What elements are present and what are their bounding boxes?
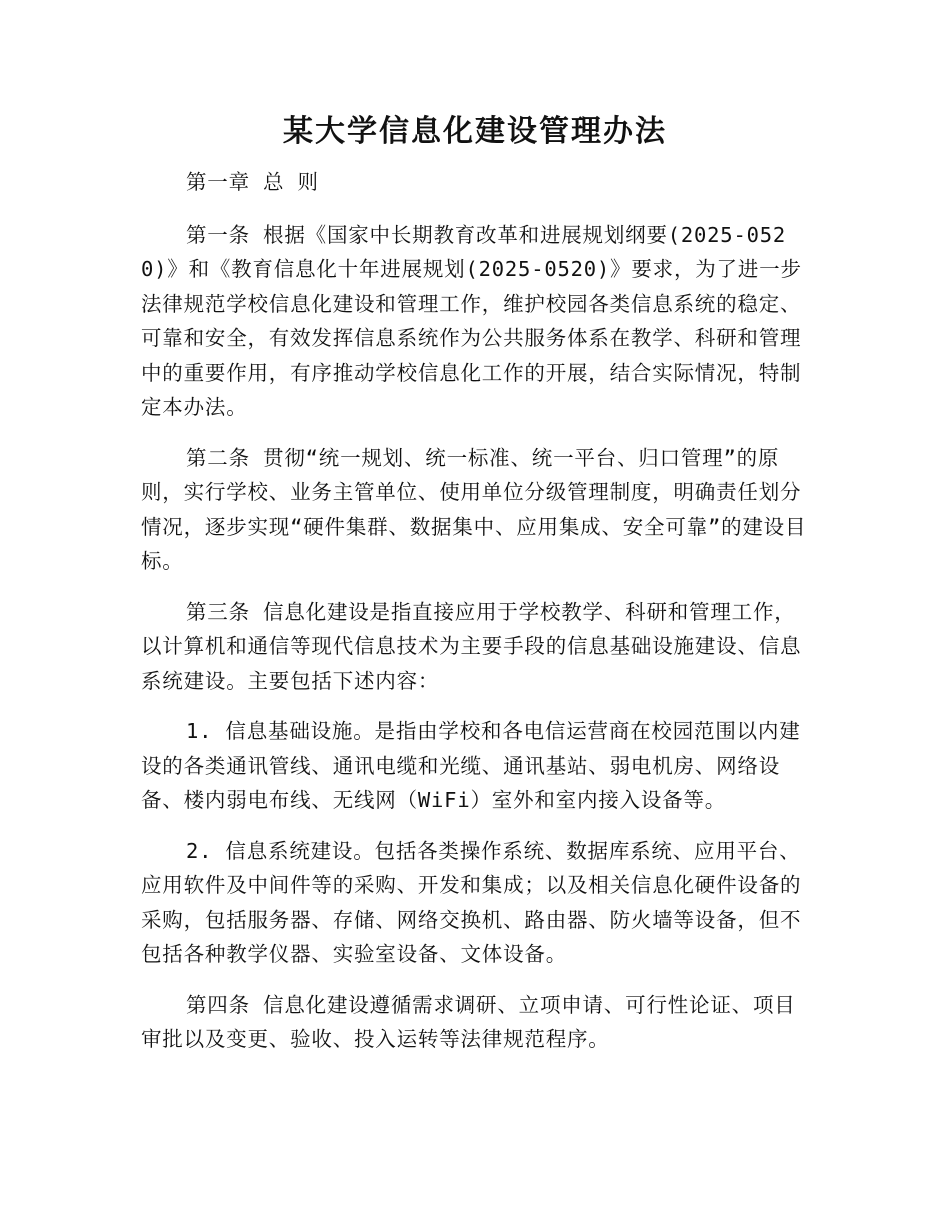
- item-2-paragraph: 2. 信息系统建设。包括各类操作系统、数据库系统、应用平台、应用软件及中间件等的采购、开发和集成；以及相关信息化硬件设备的采购，包括服务器、存储、网络交换机、路由器、防火墙等设备，但不包括各种教学仪器、实验室设备、文体设备。: [141, 838, 802, 966]
- article-4-paragraph: 第四条 信息化建设遵循需求调研、立项申请、可行性论证、项目审批以及变更、验收、投入运转等法律规范程序。: [141, 992, 796, 1051]
- article-2-paragraph: 第二条 贯彻“统一规划、统一标准、统一平台、归口管理”的原则，实行学校、业务主管单位、使用单位分级管理制度，明确责任划分情况，逐步实现“硬件集群、数据集中、应用集成、安全可靠”的建设目标。: [141, 445, 807, 573]
- document-body: [141, 165, 809, 1057]
- chapter-heading: 第一章 总 则: [186, 170, 319, 194]
- article-1-paragraph: 第一条 根据《国家中长期教育改革和进展规划纲要(2025-0520)》和《教育信息化十年进展规划(2025-0520)》要求，为了进一步法律规范学校信息化建设和管理工作，维护校园各类信息系统的稳定、可靠和安全，有效发挥信息系统作为公共服务体系在教学、科研和管理中的重要作用，有序推动学校信息化工作的开展，结合实际情况，特制定本办法。: [141, 222, 802, 419]
- article-3-paragraph: 第三条 信息化建设是指直接应用于学校教学、科研和管理工作，以计算机和通信等现代信息技术为主要手段的信息基础设施建设、信息系统建设。主要包括下述内容：: [141, 599, 802, 693]
- item-1-paragraph: 1. 信息基础设施。是指由学校和各电信运营商在校园范围以内建设的各类通讯管线、通讯电缆和光缆、通讯基站、弱电机房、网络设备、楼内弱电布线、无线网（WiFi）室外和室内接入设备等。: [141, 719, 801, 812]
- document-title: 某大学信息化建设管理办法: [283, 114, 667, 149]
